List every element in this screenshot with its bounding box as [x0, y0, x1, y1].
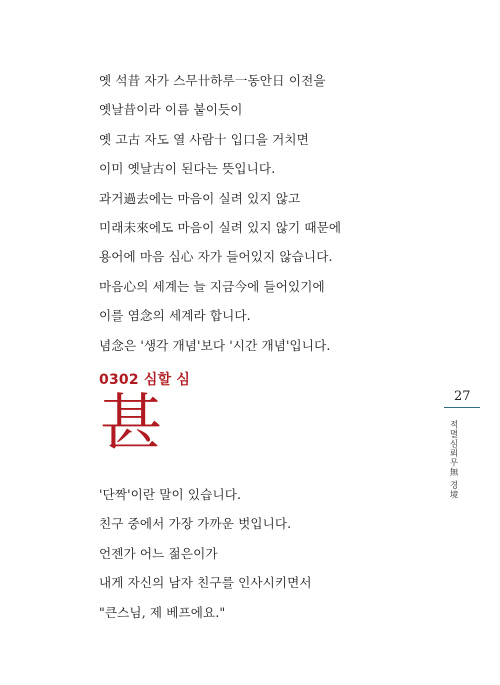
text-line: 내게 자신의 남자 친구를 인사시키면서 — [99, 575, 312, 591]
text-line: 이를 염念의 세계라 합니다. — [99, 308, 251, 324]
paragraph-section-2 — [99, 480, 312, 627]
text-line: 념念은 '생각 개념'보다 '시간 개념'입니다. — [99, 337, 331, 353]
paragraph-section-1 — [99, 66, 341, 360]
text-line: "큰스님, 제 베프에요." — [99, 604, 226, 620]
text-line: 친구 중에서 가장 가까운 벗입니다. — [99, 516, 292, 532]
section-heading: 0302 심할 심 — [99, 372, 191, 388]
text-line: 옛 석昔 자가 스무卄하루一동안日 이전을 — [99, 73, 326, 88]
folio — [444, 389, 480, 408]
text-line: 언젠가 어느 젊은이가 — [99, 545, 218, 561]
text-line: 용어에 마음 심心 자가 들어있지 않습니다. — [99, 249, 333, 265]
text-line: 옛 고古 자도 열 사람十 입口을 거치면 — [99, 131, 309, 147]
text-line: '단짝'이란 말이 있습니다. — [99, 487, 242, 502]
text-line: 과거過去에는 마음이 실려 있지 않고 — [99, 190, 301, 206]
page-number: 27 — [454, 389, 471, 404]
text-line: 이미 옛날古이 된다는 뜻입니다. — [99, 161, 276, 177]
text-line: 옛날昔이라 이름 붙이듯이 — [99, 102, 243, 118]
folio-rule — [444, 407, 480, 408]
hanja-character: 甚 — [100, 386, 163, 459]
text-line: 미래未來에도 마음이 실려 있지 않기 때문에 — [99, 220, 342, 236]
running-title: 적멸심뢰무無 경境 — [448, 420, 458, 500]
text-line: 마음心의 세계는 늘 지금今에 들어있기에 — [99, 278, 325, 294]
